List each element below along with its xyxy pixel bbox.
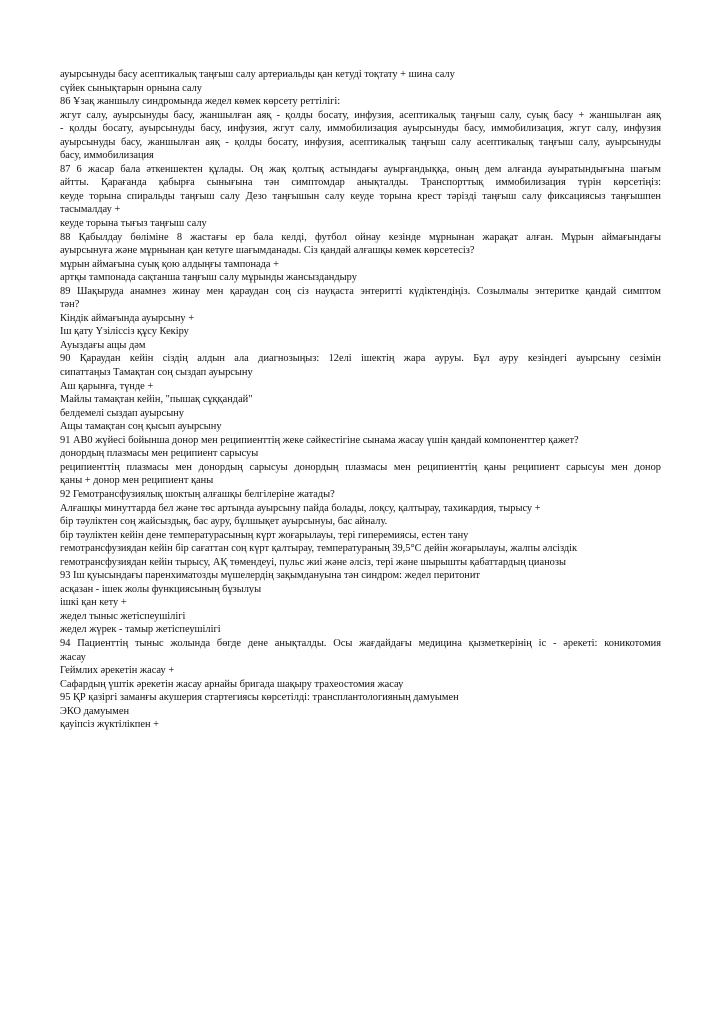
text-line: 87 6 жасар бала әткеншектен құлады. Оң жақ қолтық астындағы ауырғандыққа, оның дем алғанда ауыратындығына шағым (60, 163, 661, 175)
text-line: гемотрансфузиядан кейін бір сағаттан соң күрт қалтырау, температураның 39,5°С дейін жоғарылауы, жалпы әлсіздік (60, 543, 578, 555)
text-line: кеуде торына тығыз таңғыш салу (60, 218, 207, 230)
text-line: Майлы тамақтан кейін, "пышақ сұққандай" (60, 394, 253, 406)
text-line: 91 АВ0 жүйесі бойынша донор мен реципиенттің жеке сәйкестігіне сынама жасау үшін қандай компоненттер қажет? (60, 434, 579, 446)
text-line: 90 Қараудан кейін сіздің алдын ала диагнозыңыз: 12елі ішектің жара ауруы. Бұл ауру кезіндегі ауырсыну сезімін (60, 353, 661, 365)
text-line: тән? (60, 299, 80, 311)
text-line: гемотрансфузиядан кейін тырысу, АҚ төмендеуі, пульс жиі және әлсіз, тері және шырышты қабаттардың цианозы (60, 556, 566, 568)
text-line: артқы тампонада сақтанша таңғыш салу мұрынды жансыздандыру (60, 272, 357, 284)
text-line: ауырсынуды басу, жаншылған аяқ - қолды босату, инфузия, асептикалық таңғыш салу асептикалық таңғыш салу, ауырсынуды (60, 136, 661, 148)
text-line: Аш қарынға, түнде + (60, 380, 154, 392)
text-line: Сафардың үштік әрекетін жасау арнайы бригада шақыру трахеостомия жасау (60, 678, 404, 690)
text-line: кеуде торына спиральды таңғыш салу Дезо таңғышын салу кеуде торына крест тәрізді таңғыш салу фиксациясыз таңғышпен (60, 190, 661, 202)
text-line: ауырсынуды басу асептикалық таңғыш салу артериальды қан кетуді тоқтату + шина салу (60, 69, 455, 80)
text-line: мұрын аймағына суық қою алдыңғы тампонада + (60, 258, 280, 270)
text-line: айтты. Қарағанда қабырға сынығына тән симптомдар анықталды. Транспорттық иммобилизация түрін көрсетіңіз: (60, 177, 661, 189)
text-line: қауіпсіз жүктілікпен + (60, 719, 159, 731)
text-line: 93 Іш қуысындағы паренхиматозды мүшелердің зақымдануына тән синдром: жедел перитонит (60, 570, 480, 582)
text-line: бір тәуліктен кейін дене температурасының күрт жоғарылауы, тері гиперемиясы, естен тану (60, 529, 469, 541)
text-line: жедел тыныс жетіспеушілігі (60, 610, 186, 622)
text-line: асқазан - ішек жолы функциясының бұзылуы (60, 583, 262, 595)
text-line: 94 Пациенттің тыныс жолында бөгде дене анықталды. Осы жағдайдағы медицина қызметкерінің іс - әрекеті: коникотомия (60, 637, 661, 649)
text-line: Ащы тамақтан соң қысып ауырсыну (60, 421, 222, 433)
text-line: 92 Гемотрансфузиялық шоктың алғашқы белгілеріне жатады? (60, 488, 335, 500)
text-line: басу, иммобилизация (60, 150, 154, 162)
text-line: белдемелі сыздап ауырсыну (60, 407, 184, 419)
text-line: сүйек сынықтарын орнына салу (60, 82, 202, 94)
text-line: ауырсынуға және мұрнынан қан кетуге шағымданады. Сіз қандай алғашқы көмек көрсетесіз? (60, 245, 475, 257)
text-line: 95 ҚР қазіргі заманғы акушерия стартегиясы көрсетілді: трансплантологияның дамуымен (60, 692, 459, 704)
text-line: сипаттаңыз Тамақтан соң сыздап ауырсыну (60, 367, 253, 379)
text-line: 89 Шақыруда анамнез жинау мен қараудан соң сіз науқаста энтеритті күдіктендіңіз. Созылмалы энтеритке қандай симптом (60, 285, 661, 297)
text-line: Ауыздағы ащы дәм (60, 339, 146, 351)
text-line: донордың плазмасы мен реципиент сарысуы (60, 448, 259, 460)
text-line: жгут салу, ауырсынуды басу, жаншылған аяқ - қолды босату, инфузия, асептикалық таңғыш салу, суық басу + жаншылған аяқ (60, 109, 661, 121)
text-line: жасау (60, 651, 86, 663)
text-line: - қолды босату, ауырсынуды басу, инфузия, жгут салу, иммобилизация ауырсынуды басу, иммобилизация, жгут салу, инфузия (60, 123, 661, 135)
text-line: Геймлих әрекетін жасау + (60, 665, 175, 677)
text-line: Алғашқы минуттарда бел және төс артында ауырсыну пайда болады, лоқсу, қалтырау, тахикардия, тырысу + (60, 502, 541, 514)
text-line: тасымалдау + (60, 204, 121, 216)
text-line: ЭКО дамуымен (60, 705, 130, 717)
text-line: бір тәуліктен соң жайсыздық, бас ауру, бұлшықет ауырсынуы, бас айналу. (60, 516, 388, 528)
text-line: 88 Қабылдау бөліміне 8 жастағы ер бала келді, футбол ойнау кезінде мұрнынан жарақат алған. Мұрын аймағындағы (60, 231, 661, 243)
text-line: ішкі қан кету + (60, 597, 127, 609)
text-line: 86 Ұзақ жаншылу синдромында жедел көмек көрсету реттілігі: (60, 96, 341, 108)
text-line: реципиенттің плазмасы мен донордың сарысуы донордың плазмасы мен реципиенттің қаны реципиент сарысуы мен донор (60, 461, 661, 473)
text-line: жедел жүрек - тамыр жетіспеушілігі (60, 624, 221, 636)
text-line: Кіндік аймағында ауырсыну + (60, 312, 195, 324)
document-text-body (60, 68, 661, 732)
text-line: Іш қату Үзіліссіз құсу Кекіру (60, 326, 189, 338)
text-line: қаны + донор мен реципиент қаны (60, 475, 214, 487)
